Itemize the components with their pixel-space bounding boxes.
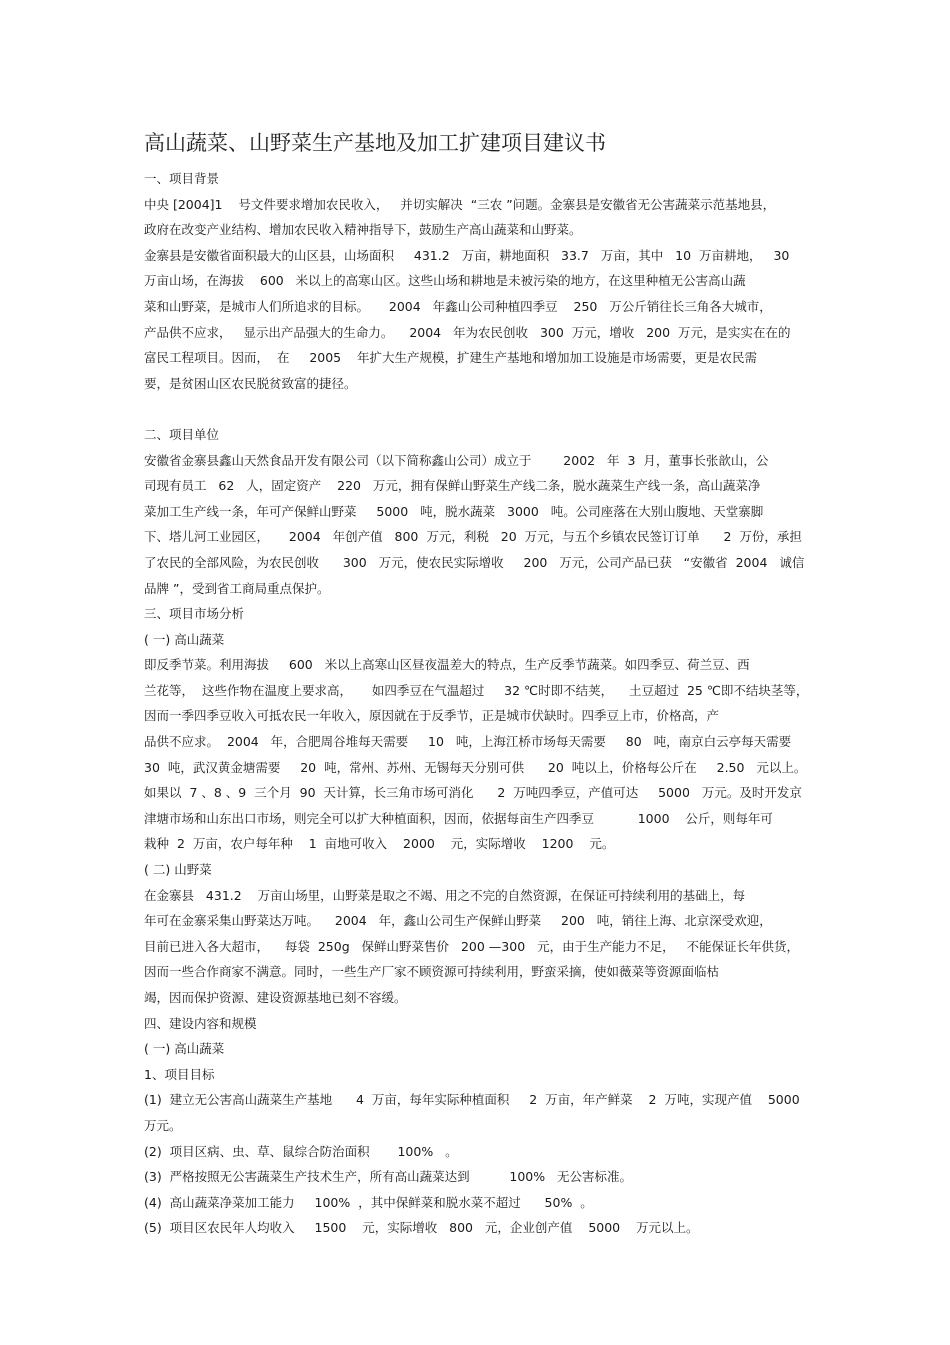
text-line: 四、建设内容和规模 xyxy=(144,1015,257,1031)
text-line: (2) 项目区病、虫、草、鼠综合防治面积 100% 。 xyxy=(144,1143,458,1159)
text-line: 产品供不应求， 显示出产品强大的生命力。 2004 年为农民创收 300 万元，增收 200 万元，是实实在在的 xyxy=(144,324,791,340)
text-line: 兰花等， 这些作物在温度上要求高， 如四季豆在气温超过 32 ℃时即不结荚， 土豆超过 25 ℃即不结块茎等， xyxy=(144,682,808,698)
text-line: 司现有员工 62 人，固定资产 220 万元，拥有保鲜山野菜生产线二条，脱水蔬菜生产线一条，高山蔬菜净 xyxy=(144,478,761,494)
document-title: 高山蔬菜、山野菜生产基地及加工扩建项目建议书 xyxy=(144,131,606,155)
text-line: 富民工程项目。因而， 在 2005 年扩大生产规模，扩建生产基地和增加加工设施是市场需要，更是农民需 xyxy=(144,350,758,366)
text-line: 品牌 ”，受到省工商局重点保护。 xyxy=(144,580,330,596)
text-line: (4) 高山蔬菜净菜加工能力 100% ，其中保鲜菜和脱水菜不超过 50% 。 xyxy=(144,1194,593,1210)
blank-line xyxy=(144,396,808,422)
text-line: 1、项目目标 xyxy=(144,1066,215,1082)
text-line: 即反季节菜。利用海拔 600 米以上高寒山区昼夜温差大的特点，生产反季节蔬菜。如四季豆、荷兰豆、西 xyxy=(144,657,750,673)
text-line: 了农民的全部风险，为农民创收 300 万元，使农民实际增收 200 万元，公司产品已获 “安徽省 2004 诚信 xyxy=(144,554,805,570)
text-line: 一、项目背景 xyxy=(144,171,220,186)
text-line: 竭，因而保护资源、建设资源基地已刻不容缓。 xyxy=(144,990,407,1005)
text-line: 二、项目单位 xyxy=(144,426,220,442)
text-line: (1) 建立无公害高山蔬菜生产基地 4 万亩，每年实际种植面积 2 万亩，年产鲜菜 2 万吨，实现产值 5000 xyxy=(144,1092,800,1108)
text-line: ( 二) 山野菜 xyxy=(144,862,212,878)
text-line: 菜和山野菜，是城市人们所追求的目标。 2004 年鑫山公司种植四季豆 250 万公斤销往长三角各大城市， xyxy=(144,298,772,314)
text-line: (5) 项目区农民年人均收入 1500 元，实际增收 800 元，企业创产值 5000 万元以上。 xyxy=(144,1220,699,1236)
text-line: 万亩山场，在海拔 600 米以上的高寒山区。这些山场和耕地是未被污染的地方，在这里种植无公害高山蔬 xyxy=(144,273,746,289)
text-line: 菜加工生产线一条，年可产保鲜山野菜 5000 吨，脱水蔬菜 3000 吨。公司座落在大别山腹地、天堂寨脚 xyxy=(144,503,764,519)
text-line: ( 一) 高山蔬菜 xyxy=(144,631,225,647)
text-line: 津塘市场和山东出口市场，则完全可以扩大种植面积，因而，依据每亩生产四季豆 1000 公斤，则每年可 xyxy=(144,810,773,826)
text-line: 下、塔儿河工业园区， 2004 年创产值 800 万元，利税 20 万元，与五个乡镇农民签订订单 2 万份，承担 xyxy=(144,529,802,545)
text-line: ( 一) 高山蔬菜 xyxy=(144,1041,225,1057)
text-line: 栽种 2 万亩，农户每年种 1 亩地可收入 2000 元，实际增收 1200 元。 xyxy=(144,836,615,852)
text-line: 因而一季四季豆收入可抵农民一年收入，原因就在于反季节，正是城市伏缺时。四季豆上市，价格高，产 xyxy=(144,708,720,724)
text-line: 品供不应求。 2004 年，合肥周谷堆每天需要 10 吨，上海江桥市场每天需要 80 吨，南京白云亭每天需要 xyxy=(144,734,792,750)
text-line: 如果以 7 、8 、9 三个月 90 天计算，长三角市场可消化 2 万吨四季豆，产值可达 5000 万元。及时开发京 xyxy=(144,785,802,801)
text-line: 政府在改变产业结构、增加农民收入精神指导下，鼓励生产高山蔬菜和山野菜。 xyxy=(144,222,582,238)
text-line: 30 吨，武汉黄金塘需要 20 吨，常州、苏州、无锡每天分别可供 20 吨以上，价格每公斤在 2.50 元以上。 xyxy=(144,759,807,775)
text-line: 因而一些合作商家不满意。同时，一些生产厂家不顾资源可持续利用，野蛮采摘，使如薇菜等资源面临枯 xyxy=(144,964,720,980)
text-line: 要，是贫困山区农民脱贫致富的捷径。 xyxy=(144,375,357,391)
document-page xyxy=(144,128,808,1241)
text-line: (3) 严格按照无公害蔬菜生产技术生产，所有高山蔬菜达到 100% 无公害标准。 xyxy=(144,1169,633,1185)
text-line: 金寨县是安徽省面积最大的山区县，山场面积 431.2 万亩，耕地面积 33.7 万亩，其中 10 万亩耕地， 30 xyxy=(144,247,790,263)
text-line: 中央 [2004]1 号文件要求增加农民收入， 并切实解决 “三农 ”问题。金寨县是安徽省无公害蔬菜示范基地县， xyxy=(144,196,776,212)
text-line: 万元。 xyxy=(144,1117,182,1133)
document-body xyxy=(144,166,808,1241)
text-line: 年可在金寨采集山野菜达万吨。 2004 年，鑫山公司生产保鲜山野菜 200 吨，销往上海、北京深受欢迎， xyxy=(144,913,772,929)
text-line: 在金寨县 431.2 万亩山场里，山野菜是取之不竭、用之不完的自然资源，在保证可持续利用的基础上，每 xyxy=(144,887,746,903)
text-line: 三、项目市场分析 xyxy=(144,606,245,622)
text-line: 安徽省金寨县鑫山天然食品开发有限公司（以下简称鑫山公司）成立于 2002 年 3 月，董事长张歆山，公 xyxy=(144,452,769,468)
text-line: 目前已进入各大超市， 每袋 250g 保鲜山野菜售价 200 —300 元，由于生产能力不足， 不能保证长年供货， xyxy=(144,938,800,954)
